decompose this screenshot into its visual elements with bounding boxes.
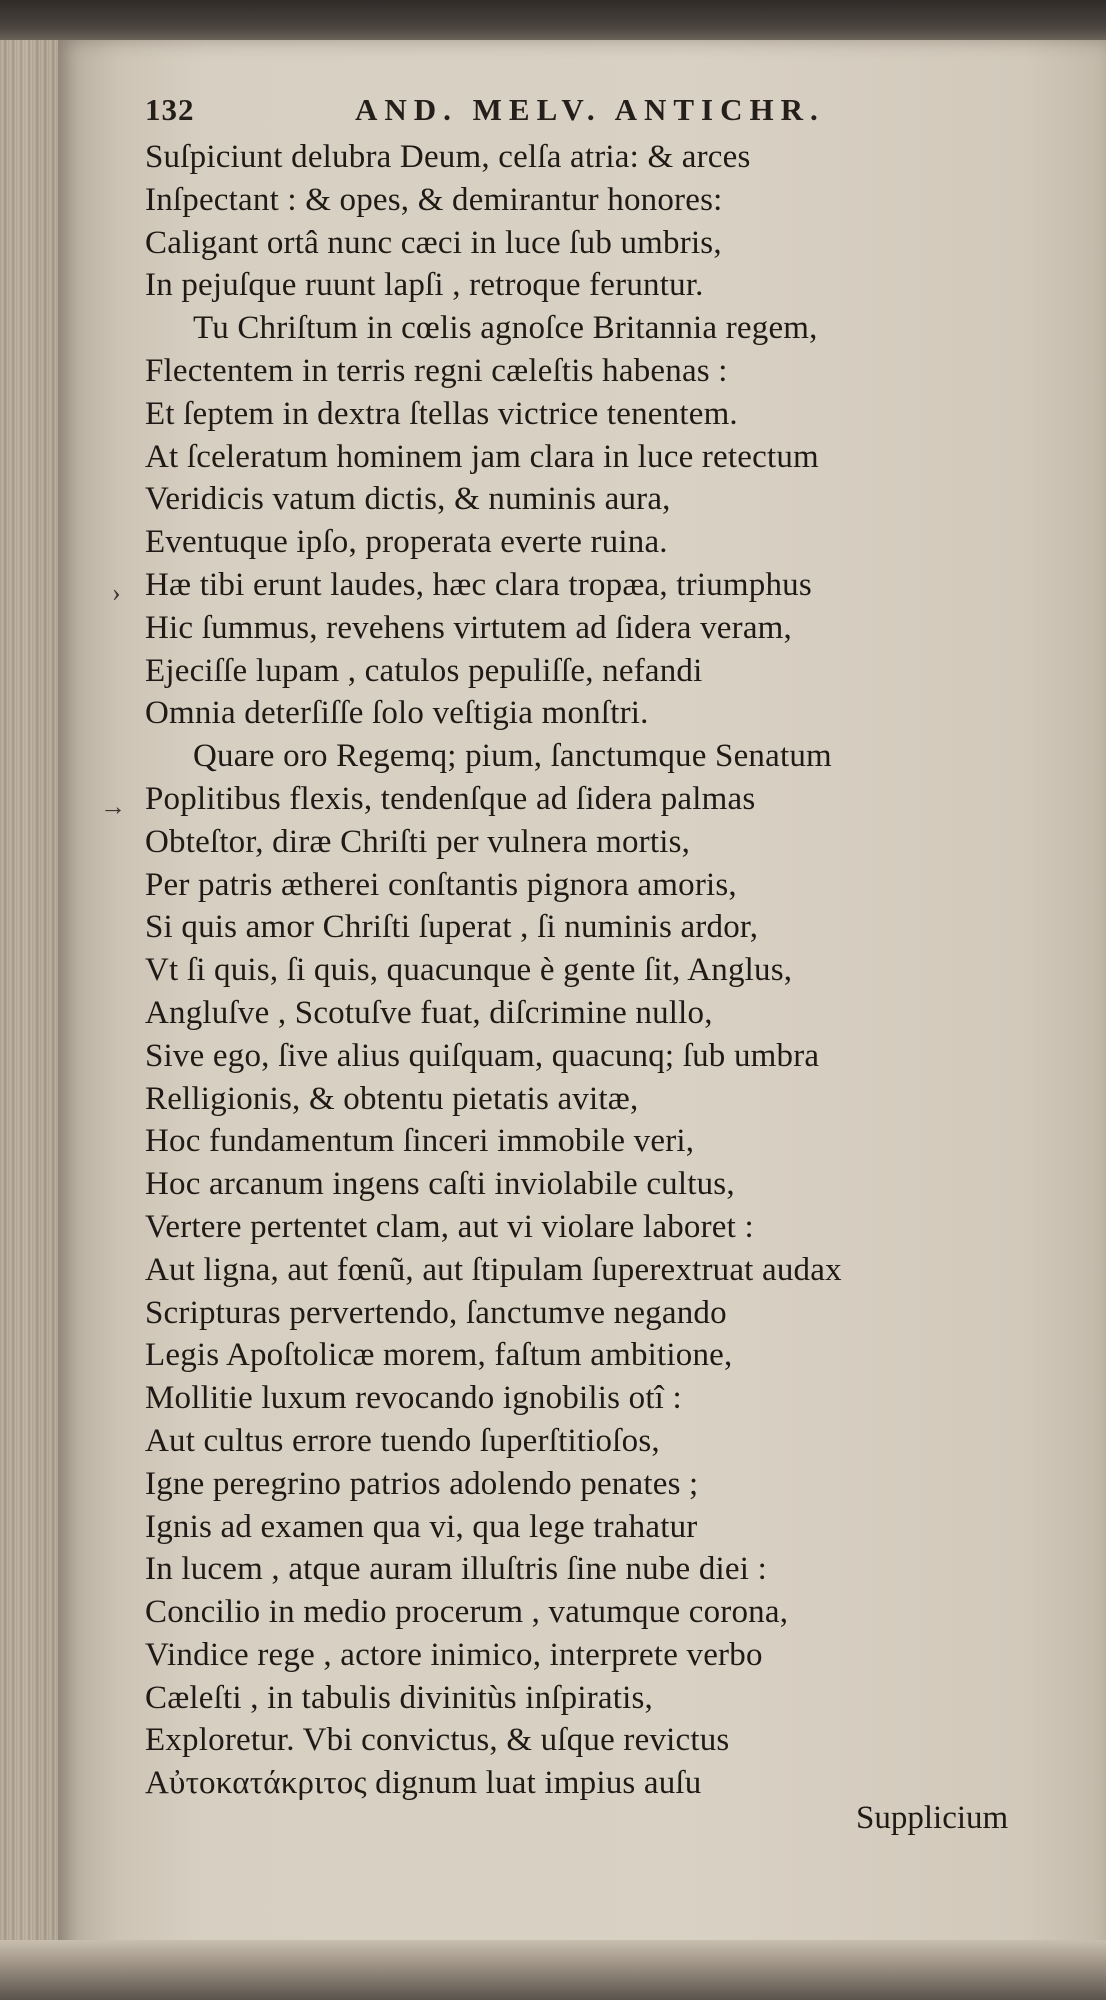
- text-line: Aut cultus errore tuendo ſuperſtitioſos,: [145, 1422, 660, 1459]
- text-line: Ignis ad examen qua vi, qua lege trahatur: [145, 1508, 698, 1545]
- text-line: Veridicis vatum dictis, & numinis aura,: [145, 481, 671, 518]
- running-head: AND. MELV. ANTICHR.: [355, 92, 825, 127]
- poem-text: [145, 136, 1075, 1805]
- text-line: At ſceleratum hominem jam clara in luce retectum: [145, 438, 819, 475]
- text-line: Obteſtor, diræ Chriſti per vulnera mortis,: [145, 823, 691, 860]
- text-line: Et ſeptem in dextra ſtellas victrice tenentem.: [145, 395, 738, 432]
- text-line: Quare oro Regemq; pium, ſanctumque Senatum: [193, 738, 832, 775]
- text-line: Vertere pertentet clam, aut vi violare laboret :: [145, 1208, 754, 1245]
- page-stack-edges: [0, 40, 62, 2000]
- text-line: Ejeciſſe lupam , catulos pepuliſſe, nefandi: [145, 652, 703, 689]
- text-line: Hoc arcanum ingens caſti inviolabile cultus,: [145, 1166, 735, 1203]
- text-line: Omnia deterſiſſe ſolo veſtigia monſtri.: [145, 695, 649, 732]
- text-line: Caligant ortâ nunc cæci in luce ſub umbris,: [145, 224, 722, 261]
- text-line: Flectentem in terris regni cæleſtis habenas :: [145, 352, 728, 389]
- page-bottom-edge: [0, 1940, 1106, 2000]
- text-line: Hic ſummus, revehens virtutem ad ſidera veram,: [145, 609, 792, 646]
- text-line: Hæ tibi erunt laudes, hæc clara tropæa, triumphus: [145, 566, 812, 603]
- text-line: Aut ligna, aut fœnũ, aut ſtipulam ſuperextruat audax: [145, 1251, 842, 1288]
- text-line: Cæleſti , in tabulis divinitùs inſpiratis,: [145, 1679, 653, 1716]
- text-line: In lucem , atque auram illuſtris ſine nube diei :: [145, 1551, 767, 1588]
- page-header: [145, 92, 975, 136]
- text-line: Scripturas pervertendo, ſanctumve negando: [145, 1294, 727, 1331]
- text-line: Poplitibus flexis, tendenſque ad ſidera palmas: [145, 780, 756, 817]
- text-line: Exploretur. Vbi convictus, & uſque revictus: [145, 1722, 730, 1759]
- text-line: Sive ego, ſive alius quiſquam, quacunq; ſub umbra: [145, 1037, 820, 1074]
- text-line: Per patris ætherei conſtantis pignora amoris,: [145, 866, 737, 903]
- text-line: Suſpiciunt delubra Deum, celſa atria: & arces: [145, 139, 751, 175]
- text-line: Igne peregrino patrios adolendo penates ;: [145, 1465, 699, 1502]
- text-line: In pejuſque ruunt lapſi , retroque feruntur.: [145, 267, 704, 304]
- text-line: Inſpectant : & opes, & demirantur honores:: [145, 181, 723, 218]
- text-line: Legis Apoſtolicæ morem, faſtum ambitione,: [145, 1337, 733, 1374]
- pointing-hand-icon: →: [100, 792, 126, 821]
- text-line: Mollitie luxum revocando ignobilis otî :: [145, 1380, 682, 1417]
- text-line: Tu Chriſtum in cœlis agnoſce Britannia regem,: [193, 310, 818, 347]
- text-line: Αὐτοκατάκριτος dignum luat impius auſu: [145, 1765, 702, 1802]
- page-number: 132: [145, 92, 195, 127]
- text-line: Hoc fundamentum ſinceri immobile veri,: [145, 1123, 695, 1160]
- text-line: Angluſve , Scotuſve fuat, diſcrimine nullo,: [145, 994, 713, 1031]
- text-line: Relligionis, & obtentu pietatis avitæ,: [145, 1080, 639, 1117]
- book-cover-edge: [0, 0, 1106, 40]
- catchword: Supplicium: [856, 1800, 1009, 1836]
- text-line: Vt ſi quis, ſi quis, quacunque è gente ſit, Anglus,: [145, 952, 793, 989]
- text-line: Concilio in medio procerum , vatumque corona,: [145, 1594, 789, 1631]
- text-line: Eventuque ipſo, properata everte ruina.: [145, 524, 668, 561]
- text-line: Si quis amor Chriſti ſuperat , ſi numinis ardor,: [145, 909, 759, 946]
- text-line: Vindice rege , actore inimico, interprete verbo: [145, 1636, 763, 1673]
- margin-mark-icon: ›: [112, 578, 121, 607]
